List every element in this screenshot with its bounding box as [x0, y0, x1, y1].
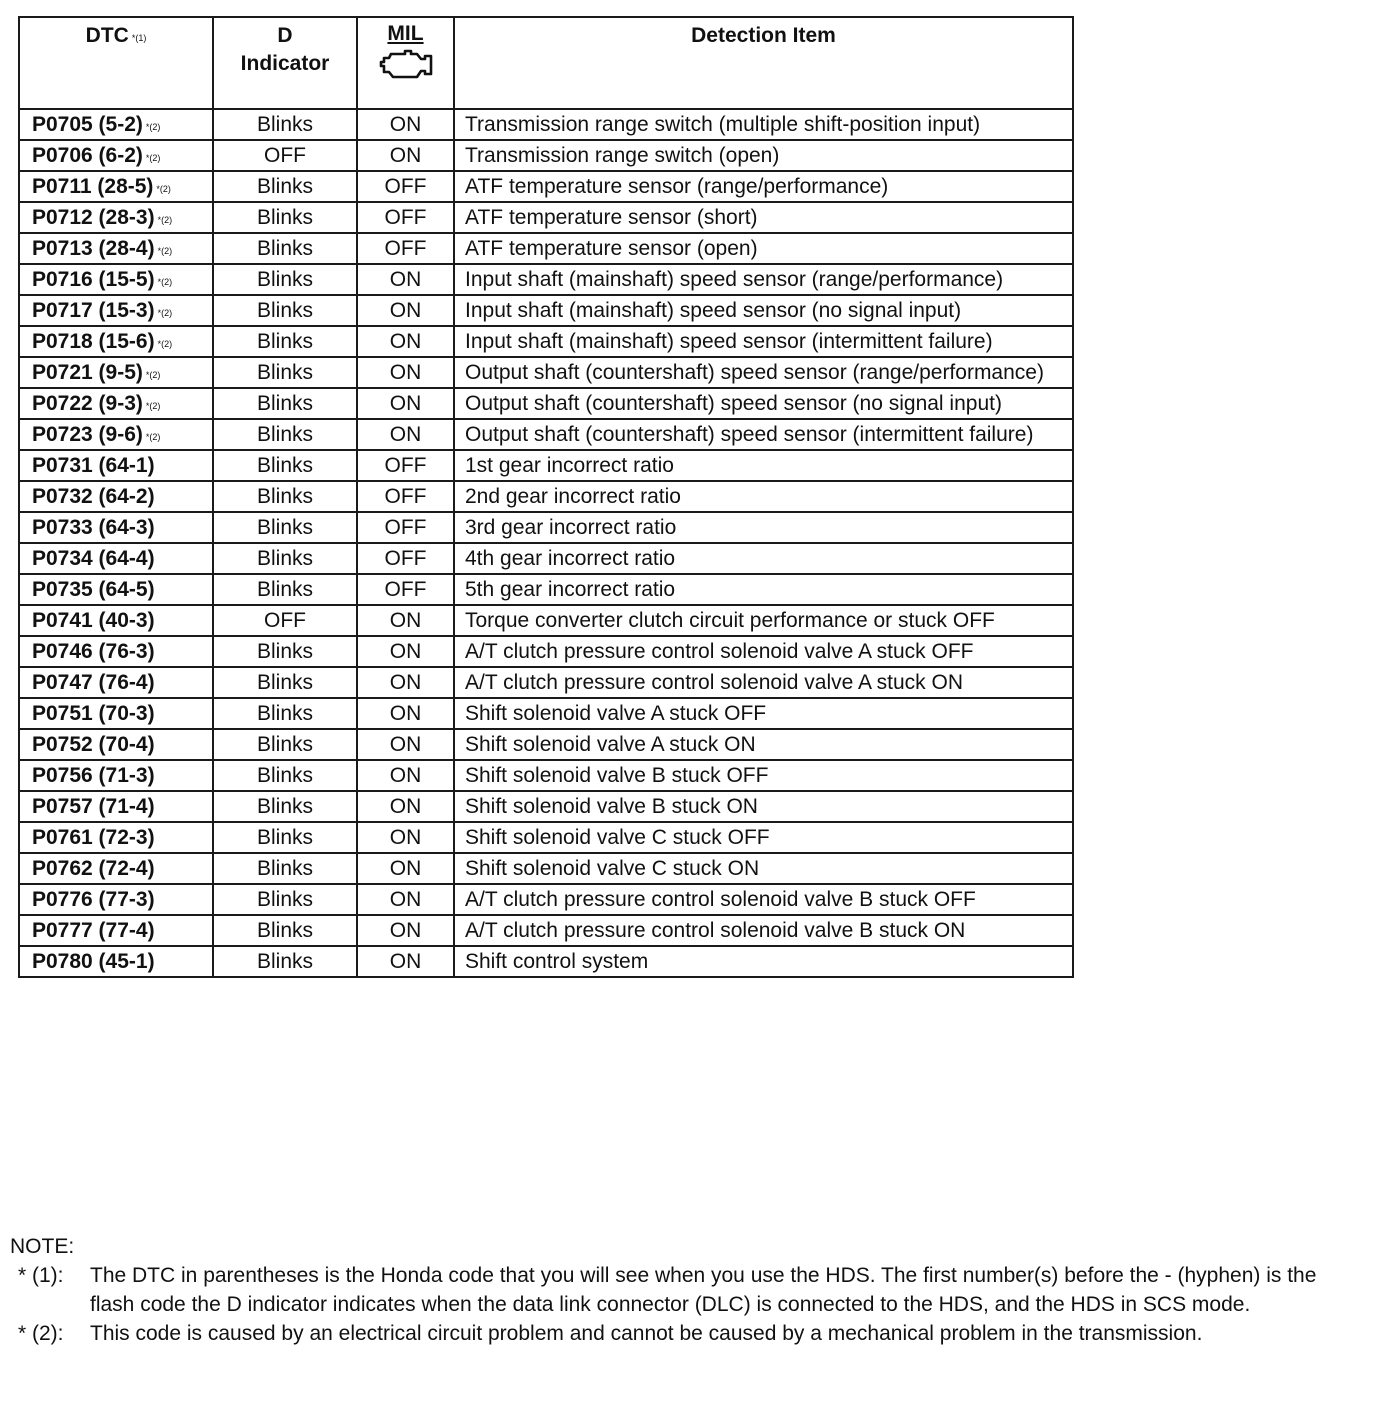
table-row	[19, 419, 1073, 450]
mil-cell: ON	[357, 667, 454, 698]
mil-cell: OFF	[357, 233, 454, 264]
dtc-code: P0735 (64-5)	[32, 578, 155, 601]
mil-cell: OFF	[357, 574, 454, 605]
header-d-indicator	[213, 17, 357, 109]
d-indicator-cell: Blinks	[213, 760, 357, 791]
detection-item-cell: Output shaft (countershaft) speed sensor (range/performance)	[454, 357, 1073, 388]
d-indicator-cell: Blinks	[213, 698, 357, 729]
dtc-cell	[19, 481, 213, 512]
table-row	[19, 667, 1073, 698]
table-row	[19, 481, 1073, 512]
mil-cell: ON	[357, 326, 454, 357]
detection-item-cell: Output shaft (countershaft) speed sensor (intermittent failure)	[454, 419, 1073, 450]
d-indicator-cell: OFF	[213, 140, 357, 171]
table-row	[19, 109, 1073, 140]
dtc-code: P0732 (64-2)	[32, 485, 155, 508]
dtc-code: P0711 (28-5)	[32, 175, 154, 198]
table-row	[19, 791, 1073, 822]
table-row	[19, 140, 1073, 171]
d-indicator-cell: Blinks	[213, 295, 357, 326]
dtc-cell	[19, 171, 213, 202]
table-row	[19, 729, 1073, 760]
dtc-cell	[19, 109, 213, 140]
dtc-cell	[19, 915, 213, 946]
note-text-2: This code is caused by an electrical circuit problem and cannot be caused by a mechanical problem in the transmission.	[90, 1322, 1203, 1345]
dtc-code: P0734 (64-4)	[32, 547, 155, 570]
detection-item-cell: 2nd gear incorrect ratio	[454, 481, 1073, 512]
d-indicator-cell: Blinks	[213, 481, 357, 512]
dtc-cell	[19, 636, 213, 667]
d-indicator-cell: Blinks	[213, 326, 357, 357]
dtc-cell	[19, 791, 213, 822]
d-indicator-cell: Blinks	[213, 946, 357, 977]
table-row	[19, 264, 1073, 295]
d-indicator-cell: Blinks	[213, 109, 357, 140]
detection-item-cell: Transmission range switch (multiple shift-position input)	[454, 109, 1073, 140]
dtc-code: P0747 (76-4)	[32, 671, 155, 694]
detection-item-cell: 4th gear incorrect ratio	[454, 543, 1073, 574]
table-row	[19, 698, 1073, 729]
detection-item-cell: Shift solenoid valve A stuck OFF	[454, 698, 1073, 729]
table-row	[19, 388, 1073, 419]
dtc-cell	[19, 760, 213, 791]
dtc-cell	[19, 419, 213, 450]
d-indicator-cell: Blinks	[213, 915, 357, 946]
detection-item-cell: Input shaft (mainshaft) speed sensor (no signal input)	[454, 295, 1073, 326]
d-indicator-cell: Blinks	[213, 171, 357, 202]
dtc-cell	[19, 202, 213, 233]
d-indicator-cell: Blinks	[213, 636, 357, 667]
table-row	[19, 822, 1073, 853]
d-indicator-cell: Blinks	[213, 264, 357, 295]
detection-item-cell: 5th gear incorrect ratio	[454, 574, 1073, 605]
dtc-cell	[19, 326, 213, 357]
note-key-1: * (1):	[18, 1264, 64, 1287]
detection-item-cell: Shift solenoid valve C stuck ON	[454, 853, 1073, 884]
dtc-code: P0713 (28-4)	[32, 237, 155, 260]
table-row	[19, 915, 1073, 946]
mil-cell: OFF	[357, 202, 454, 233]
header-mil	[357, 17, 454, 109]
table-body	[19, 109, 1073, 977]
dtc-code: P0706 (6-2)	[32, 144, 143, 167]
mil-cell: ON	[357, 853, 454, 884]
d-indicator-cell: Blinks	[213, 357, 357, 388]
detection-item-cell: Input shaft (mainshaft) speed sensor (range/performance)	[454, 264, 1073, 295]
detection-item-cell: ATF temperature sensor (short)	[454, 202, 1073, 233]
dtc-code: P0705 (5-2)	[32, 113, 143, 136]
detection-item-cell: 1st gear incorrect ratio	[454, 450, 1073, 481]
header-mil-label: MIL	[387, 22, 424, 45]
note-title: NOTE:	[10, 1235, 75, 1258]
table-row	[19, 853, 1073, 884]
dtc-cell	[19, 233, 213, 264]
dtc-code: P0722 (9-3)	[32, 392, 143, 415]
check-engine-icon	[375, 48, 437, 82]
detection-item-cell: Input shaft (mainshaft) speed sensor (intermittent failure)	[454, 326, 1073, 357]
mil-cell: ON	[357, 109, 454, 140]
mil-cell: ON	[357, 915, 454, 946]
mil-cell: OFF	[357, 543, 454, 574]
mil-cell: ON	[357, 295, 454, 326]
detection-item-cell: ATF temperature sensor (open)	[454, 233, 1073, 264]
table-row	[19, 171, 1073, 202]
dtc-cell	[19, 140, 213, 171]
note-item-2	[10, 1319, 1350, 1348]
header-dtc	[19, 17, 213, 109]
dtc-cell	[19, 729, 213, 760]
mil-cell: OFF	[357, 171, 454, 202]
dtc-footnote: *(2)	[157, 339, 173, 349]
d-indicator-cell: Blinks	[213, 853, 357, 884]
dtc-code: P0716 (15-5)	[32, 268, 155, 291]
dtc-code: P0780 (45-1)	[32, 950, 155, 973]
d-indicator-cell: Blinks	[213, 512, 357, 543]
table-row	[19, 760, 1073, 791]
detection-item-cell: Output shaft (countershaft) speed sensor (no signal input)	[454, 388, 1073, 419]
dtc-code: P0712 (28-3)	[32, 206, 155, 229]
detection-item-cell: A/T clutch pressure control solenoid valve B stuck ON	[454, 915, 1073, 946]
dtc-cell	[19, 512, 213, 543]
header-dtc-footnote: *(1)	[131, 33, 147, 43]
table-row	[19, 295, 1073, 326]
dtc-code: P0761 (72-3)	[32, 826, 155, 849]
d-indicator-cell: Blinks	[213, 667, 357, 698]
d-indicator-cell: Blinks	[213, 233, 357, 264]
note-section	[10, 1232, 1350, 1348]
mil-cell: ON	[357, 140, 454, 171]
d-indicator-cell: Blinks	[213, 822, 357, 853]
note-key-2: * (2):	[18, 1322, 64, 1345]
dtc-cell	[19, 884, 213, 915]
table-row	[19, 946, 1073, 977]
detection-item-cell: ATF temperature sensor (range/performance)	[454, 171, 1073, 202]
dtc-table	[18, 16, 1074, 978]
header-indicator-label: Indicator	[240, 52, 330, 75]
dtc-code: P0776 (77-3)	[32, 888, 155, 911]
dtc-footnote: *(2)	[145, 122, 161, 132]
detection-item-cell: A/T clutch pressure control solenoid valve A stuck OFF	[454, 636, 1073, 667]
mil-cell: ON	[357, 419, 454, 450]
dtc-code: P0777 (77-4)	[32, 919, 155, 942]
dtc-code: P0751 (70-3)	[32, 702, 155, 725]
dtc-code: P0723 (9-6)	[32, 423, 143, 446]
dtc-code: P0757 (71-4)	[32, 795, 155, 818]
dtc-code: P0752 (70-4)	[32, 733, 155, 756]
detection-item-cell: Shift solenoid valve B stuck ON	[454, 791, 1073, 822]
header-dtc-label: DTC	[85, 24, 129, 47]
dtc-cell	[19, 543, 213, 574]
mil-cell: ON	[357, 760, 454, 791]
mil-cell: OFF	[357, 450, 454, 481]
dtc-code: P0717 (15-3)	[32, 299, 155, 322]
d-indicator-cell: Blinks	[213, 884, 357, 915]
detection-item-cell: Shift solenoid valve C stuck OFF	[454, 822, 1073, 853]
dtc-cell	[19, 698, 213, 729]
dtc-cell	[19, 853, 213, 884]
table-row	[19, 543, 1073, 574]
mil-cell: ON	[357, 698, 454, 729]
dtc-footnote: *(2)	[145, 432, 161, 442]
detection-item-cell: A/T clutch pressure control solenoid valve A stuck ON	[454, 667, 1073, 698]
dtc-cell	[19, 605, 213, 636]
dtc-footnote: *(2)	[157, 246, 173, 256]
d-indicator-cell: Blinks	[213, 729, 357, 760]
mil-cell: ON	[357, 605, 454, 636]
mil-cell: ON	[357, 636, 454, 667]
dtc-cell	[19, 357, 213, 388]
table-header-row	[19, 17, 1073, 109]
note-item-1	[10, 1261, 1350, 1319]
mil-cell: ON	[357, 388, 454, 419]
dtc-cell	[19, 667, 213, 698]
dtc-cell	[19, 450, 213, 481]
dtc-cell	[19, 574, 213, 605]
mil-cell: ON	[357, 729, 454, 760]
table-row	[19, 574, 1073, 605]
table-row	[19, 233, 1073, 264]
mil-cell: ON	[357, 357, 454, 388]
detection-item-cell: Shift solenoid valve B stuck OFF	[454, 760, 1073, 791]
d-indicator-cell: Blinks	[213, 543, 357, 574]
table-row	[19, 357, 1073, 388]
dtc-code: P0718 (15-6)	[32, 330, 155, 353]
d-indicator-cell: Blinks	[213, 388, 357, 419]
mil-cell: OFF	[357, 512, 454, 543]
note-text-1: The DTC in parentheses is the Honda code that you will see when you use the HDS. The first number(s) before the - (hyphen) is the flash code the D indicator indicates when the data link connector (DLC) is connected to the HDS, and the HDS in SCS mode.	[90, 1264, 1317, 1316]
dtc-cell	[19, 388, 213, 419]
dtc-footnote: *(2)	[145, 401, 161, 411]
mil-cell: ON	[357, 884, 454, 915]
dtc-cell	[19, 946, 213, 977]
table-row	[19, 202, 1073, 233]
detection-item-cell: A/T clutch pressure control solenoid valve B stuck OFF	[454, 884, 1073, 915]
detection-item-cell: Torque converter clutch circuit performance or stuck OFF	[454, 605, 1073, 636]
dtc-code: P0721 (9-5)	[32, 361, 143, 384]
d-indicator-cell: Blinks	[213, 450, 357, 481]
table-row	[19, 326, 1073, 357]
dtc-footnote: *(2)	[145, 370, 161, 380]
mil-cell: ON	[357, 264, 454, 295]
dtc-code: P0762 (72-4)	[32, 857, 155, 880]
mil-cell: ON	[357, 822, 454, 853]
dtc-code: P0733 (64-3)	[32, 516, 155, 539]
dtc-footnote: *(2)	[145, 153, 161, 163]
mil-cell: ON	[357, 791, 454, 822]
d-indicator-cell: Blinks	[213, 574, 357, 605]
dtc-code: P0731 (64-1)	[32, 454, 155, 477]
table-row	[19, 605, 1073, 636]
table-row	[19, 450, 1073, 481]
d-indicator-cell: OFF	[213, 605, 357, 636]
header-detection-item	[454, 17, 1073, 109]
dtc-code: P0741 (40-3)	[32, 609, 155, 632]
mil-cell: OFF	[357, 481, 454, 512]
detection-item-cell: Shift solenoid valve A stuck ON	[454, 729, 1073, 760]
dtc-footnote: *(2)	[157, 308, 173, 318]
table-row	[19, 636, 1073, 667]
dtc-cell	[19, 822, 213, 853]
table-row	[19, 884, 1073, 915]
dtc-cell	[19, 264, 213, 295]
d-indicator-cell: Blinks	[213, 419, 357, 450]
table-row	[19, 512, 1073, 543]
header-detection-label: Detection Item	[691, 24, 836, 47]
dtc-cell	[19, 295, 213, 326]
d-indicator-cell: Blinks	[213, 791, 357, 822]
detection-item-cell: Shift control system	[454, 946, 1073, 977]
dtc-code: P0756 (71-3)	[32, 764, 155, 787]
dtc-code: P0746 (76-3)	[32, 640, 155, 663]
detection-item-cell: Transmission range switch (open)	[454, 140, 1073, 171]
d-indicator-cell: Blinks	[213, 202, 357, 233]
dtc-footnote: *(2)	[157, 277, 173, 287]
detection-item-cell: 3rd gear incorrect ratio	[454, 512, 1073, 543]
dtc-footnote: *(2)	[156, 184, 171, 194]
mil-cell: ON	[357, 946, 454, 977]
header-d-label: D	[277, 24, 293, 47]
dtc-footnote: *(2)	[157, 215, 173, 225]
